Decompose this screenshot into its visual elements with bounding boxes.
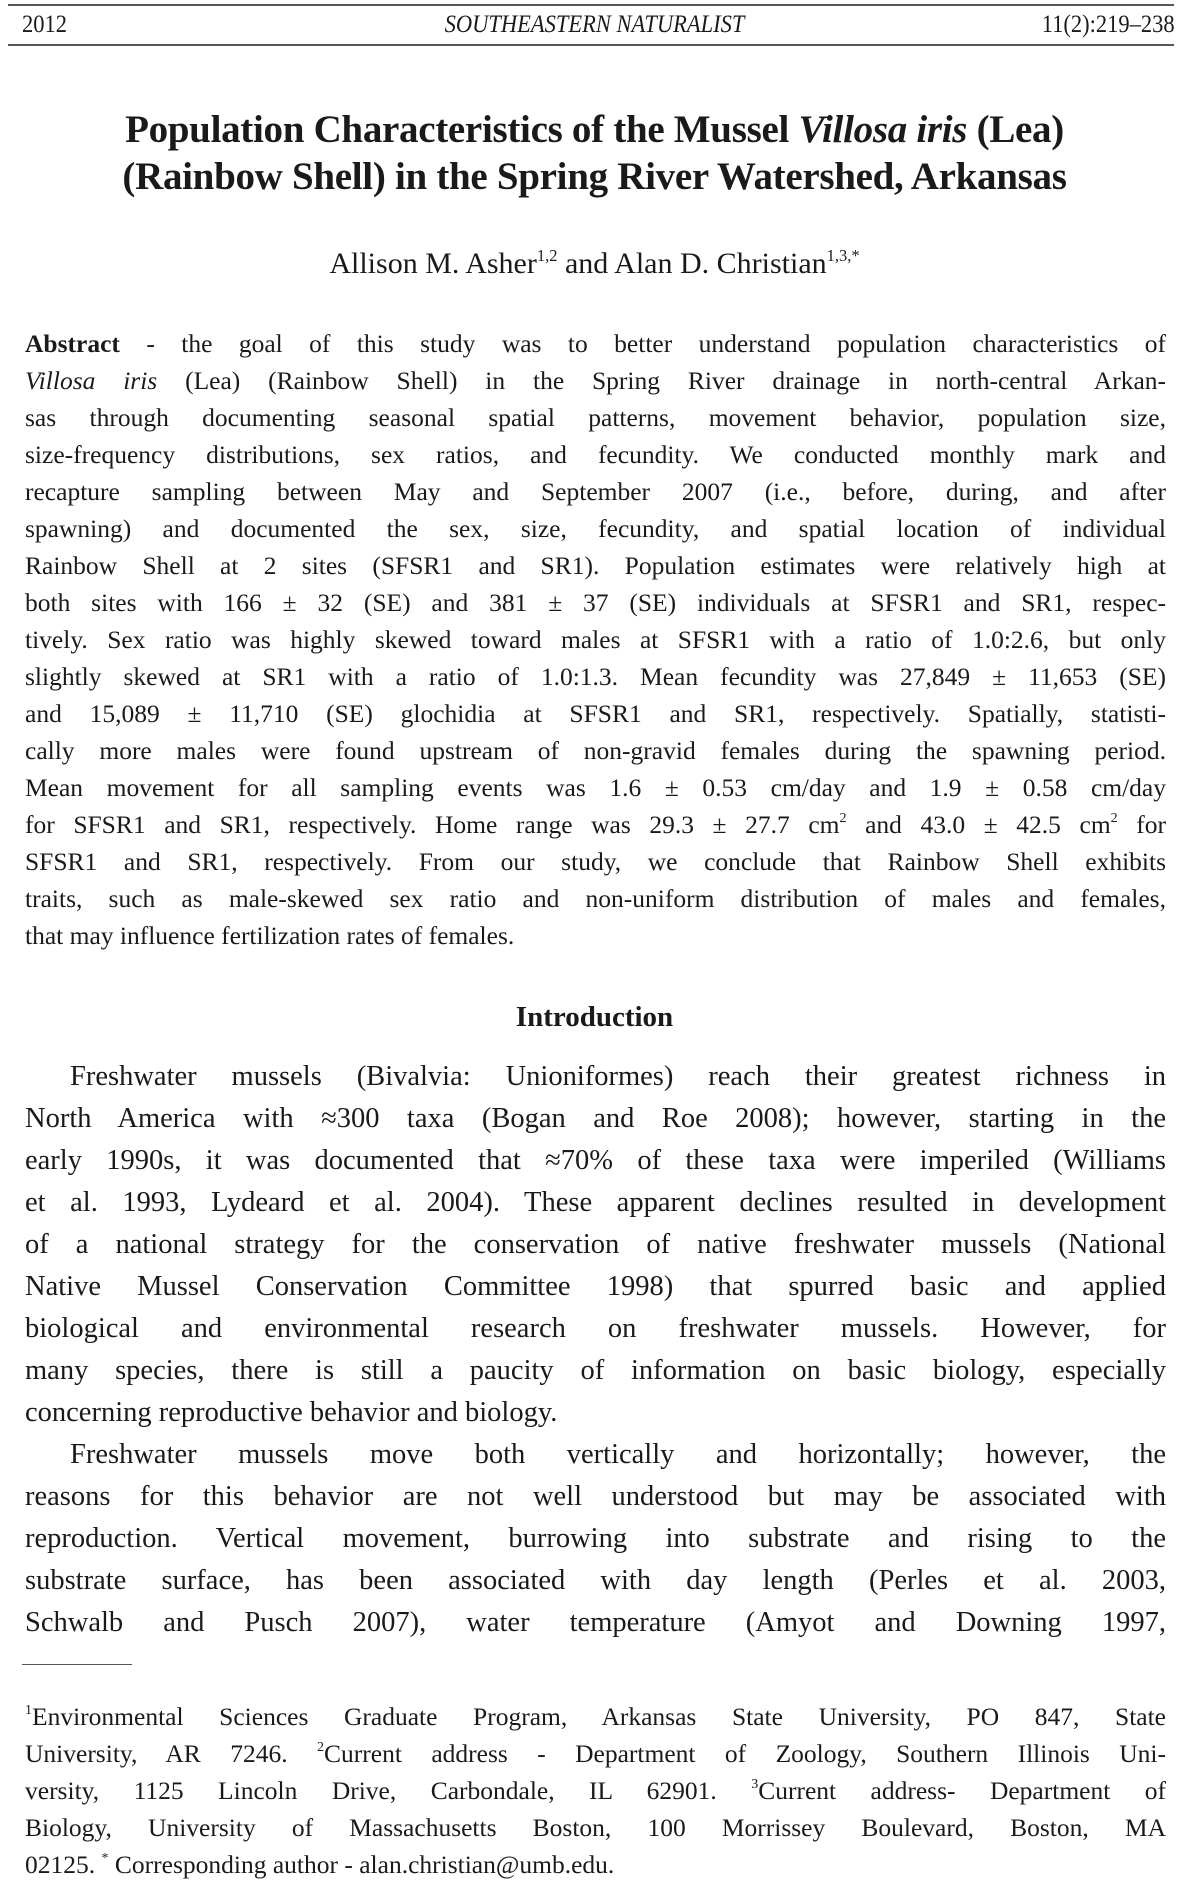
abstract-line	[25, 329, 1166, 359]
header-bottom-rule	[8, 44, 1174, 46]
abstract-line: size-frequency distributions, sex ratios, and fecundity. We conducted monthly mark and	[25, 440, 1166, 469]
footnote-text: Environmental Sciences Graduate Program, Arkansas State University, PO 847, State	[32, 1702, 1166, 1731]
author-name: Alan D. Christian	[614, 247, 827, 280]
body-line: early 1990s, it was documented that ≈70% of these taxa were imperiled (Williams	[25, 1145, 1166, 1176]
corresponding-author-email[interactable]: Corresponding author - alan.christian@umb.edu.	[114, 1850, 615, 1879]
article-title-line-2: (Rainbow Shell) in the Spring River Watershed, Arkansas	[122, 155, 1067, 198]
title-text: Population Characteristics of the Mussel	[125, 108, 799, 151]
body-line: substrate surface, has been associated with day length (Perles et al. 2003,	[25, 1565, 1166, 1596]
header-volume-pages: 11(2):219–238	[1042, 11, 1175, 38]
abstract-line: that may influence fertilization rates of females.	[25, 921, 515, 950]
footnote-marker: 1	[25, 1703, 33, 1719]
footnote-marker: 2	[317, 1740, 325, 1756]
abstract-line	[25, 366, 1166, 396]
header-top-rule	[8, 4, 1174, 6]
body-line: of a national strategy for the conservation of native freshwater mussels (National	[25, 1229, 1166, 1260]
body-line: Schwalb and Pusch 2007), water temperature (Amyot and Downing 1997,	[25, 1607, 1166, 1638]
abstract-line: Mean movement for all sampling events was 1.6 ± 0.53 cm/day and 1.9 ± 0.58 cm/day	[25, 773, 1166, 802]
abstract-line: slightly skewed at SR1 with a ratio of 1.0:1.3. Mean fecundity was 27,849 ± 11,653 (SE)	[25, 662, 1166, 691]
abstract-line: recapture sampling between May and September 2007 (i.e., before, during, and after	[25, 477, 1166, 506]
body-line: concerning reproductive behavior and biology.	[25, 1397, 558, 1428]
footnote-separator	[22, 1664, 132, 1665]
abstract-line: traits, such as male-skewed sex ratio and non-uniform distribution of males and females,	[25, 884, 1166, 913]
footnote-text: University, AR 7246.	[25, 1739, 318, 1768]
abstract-line	[25, 810, 1166, 840]
abstract-line: sas through documenting seasonal spatial patterns, movement behavior, population size,	[25, 403, 1166, 432]
abstract-text: (Lea) (Rainbow Shell) in the Spring River drainage in north-central Arkan-	[185, 366, 1167, 395]
footnote-line	[25, 1850, 1166, 1880]
header-journal-name: SOUTHEASTERN NATURALIST	[444, 11, 745, 38]
abstract-text: for SFSR1 and SR1, respectively. Home range was 29.3 ± 27.7 cm	[25, 810, 840, 839]
author-list	[0, 244, 1189, 284]
author-name: Allison M. Asher	[329, 247, 537, 280]
body-line: North America with ≈300 taxa (Bogan and Roe 2008); however, starting in the	[25, 1103, 1166, 1134]
author-affiliation-marker: 1,3,*	[826, 245, 860, 265]
abstract-line: both sites with 166 ± 32 (SE) and 381 ± 37 (SE) individuals at SFSR1 and SR1, respec-	[25, 588, 1166, 617]
title-text: (Lea)	[967, 108, 1064, 151]
body-line: et al. 1993, Lydeard et al. 2004). These apparent declines resulted in development	[25, 1187, 1166, 1218]
abstract-text: and 43.0 ± 42.5 cm	[846, 810, 1111, 839]
footnote-text: 02125.	[25, 1850, 102, 1879]
abstract-line: and 15,089 ± 11,710 (SE) glochidia at SFSR1 and SR1, respectively. Spatially, statisti-	[25, 699, 1166, 728]
footnote-line	[25, 1702, 1166, 1732]
abstract-text: for	[1117, 810, 1167, 839]
abstract-line: tively. Sex ratio was highly skewed toward males at SFSR1 with a ratio of 1.0:2.6, but only	[25, 625, 1166, 654]
body-line: reproduction. Vertical movement, burrowing into substrate and rising to the	[25, 1523, 1166, 1554]
body-line: Freshwater mussels (Bivalvia: Unioniformes) reach their greatest richness in	[70, 1061, 1166, 1092]
author-conjunction: and	[557, 247, 615, 280]
species-name: Villosa iris	[25, 366, 158, 395]
author-affiliation-marker: 1,2	[536, 245, 558, 265]
footnote-line	[25, 1739, 1166, 1769]
footnote-text: Current address - Department of Zoology, Southern Illinois Uni-	[324, 1739, 1167, 1768]
footnote-marker: 3	[751, 1777, 759, 1793]
abstract-line: SFSR1 and SR1, respectively. From our study, we conclude that Rainbow Shell exhibits	[25, 847, 1166, 876]
footnote-line	[25, 1776, 1166, 1806]
body-line: many species, there is still a paucity of information on basic biology, especially	[25, 1355, 1166, 1386]
abstract-line: Rainbow Shell at 2 sites (SFSR1 and SR1). Population estimates were relatively high at	[25, 551, 1166, 580]
article-title-line-1	[0, 107, 1189, 153]
superscript: 2	[839, 811, 847, 827]
abstract-text: - the goal of this study was to better understand population characteristics of	[119, 329, 1166, 358]
superscript: 2	[1110, 811, 1118, 827]
body-line: Native Mussel Conservation Committee 1998) that spurred basic and applied	[25, 1271, 1166, 1302]
body-line: reasons for this behavior are not well understood but may be associated with	[25, 1481, 1166, 1512]
footnote-line: Biology, University of Massachusetts Boston, 100 Morrissey Boulevard, Boston, MA	[25, 1813, 1166, 1842]
header-year: 2012	[22, 11, 67, 38]
body-line: biological and environmental research on freshwater mussels. However, for	[25, 1313, 1166, 1344]
footnote-marker: *	[101, 1851, 109, 1867]
footnote-text: versity, 1125 Lincoln Drive, Carbondale, IL 62901.	[25, 1776, 752, 1805]
abstract-label: Abstract	[25, 329, 120, 358]
footnote-text: Current address- Department of	[758, 1776, 1166, 1805]
abstract-line: cally more males were found upstream of non-gravid females during the spawning period.	[25, 736, 1166, 765]
section-heading-introduction: Introduction	[515, 1001, 674, 1033]
body-line: Freshwater mussels move both vertically and horizontally; however, the	[70, 1439, 1166, 1470]
title-species-name: Villosa iris	[798, 108, 968, 151]
abstract-line: spawning) and documented the sex, size, fecundity, and spatial location of individual	[25, 514, 1166, 543]
